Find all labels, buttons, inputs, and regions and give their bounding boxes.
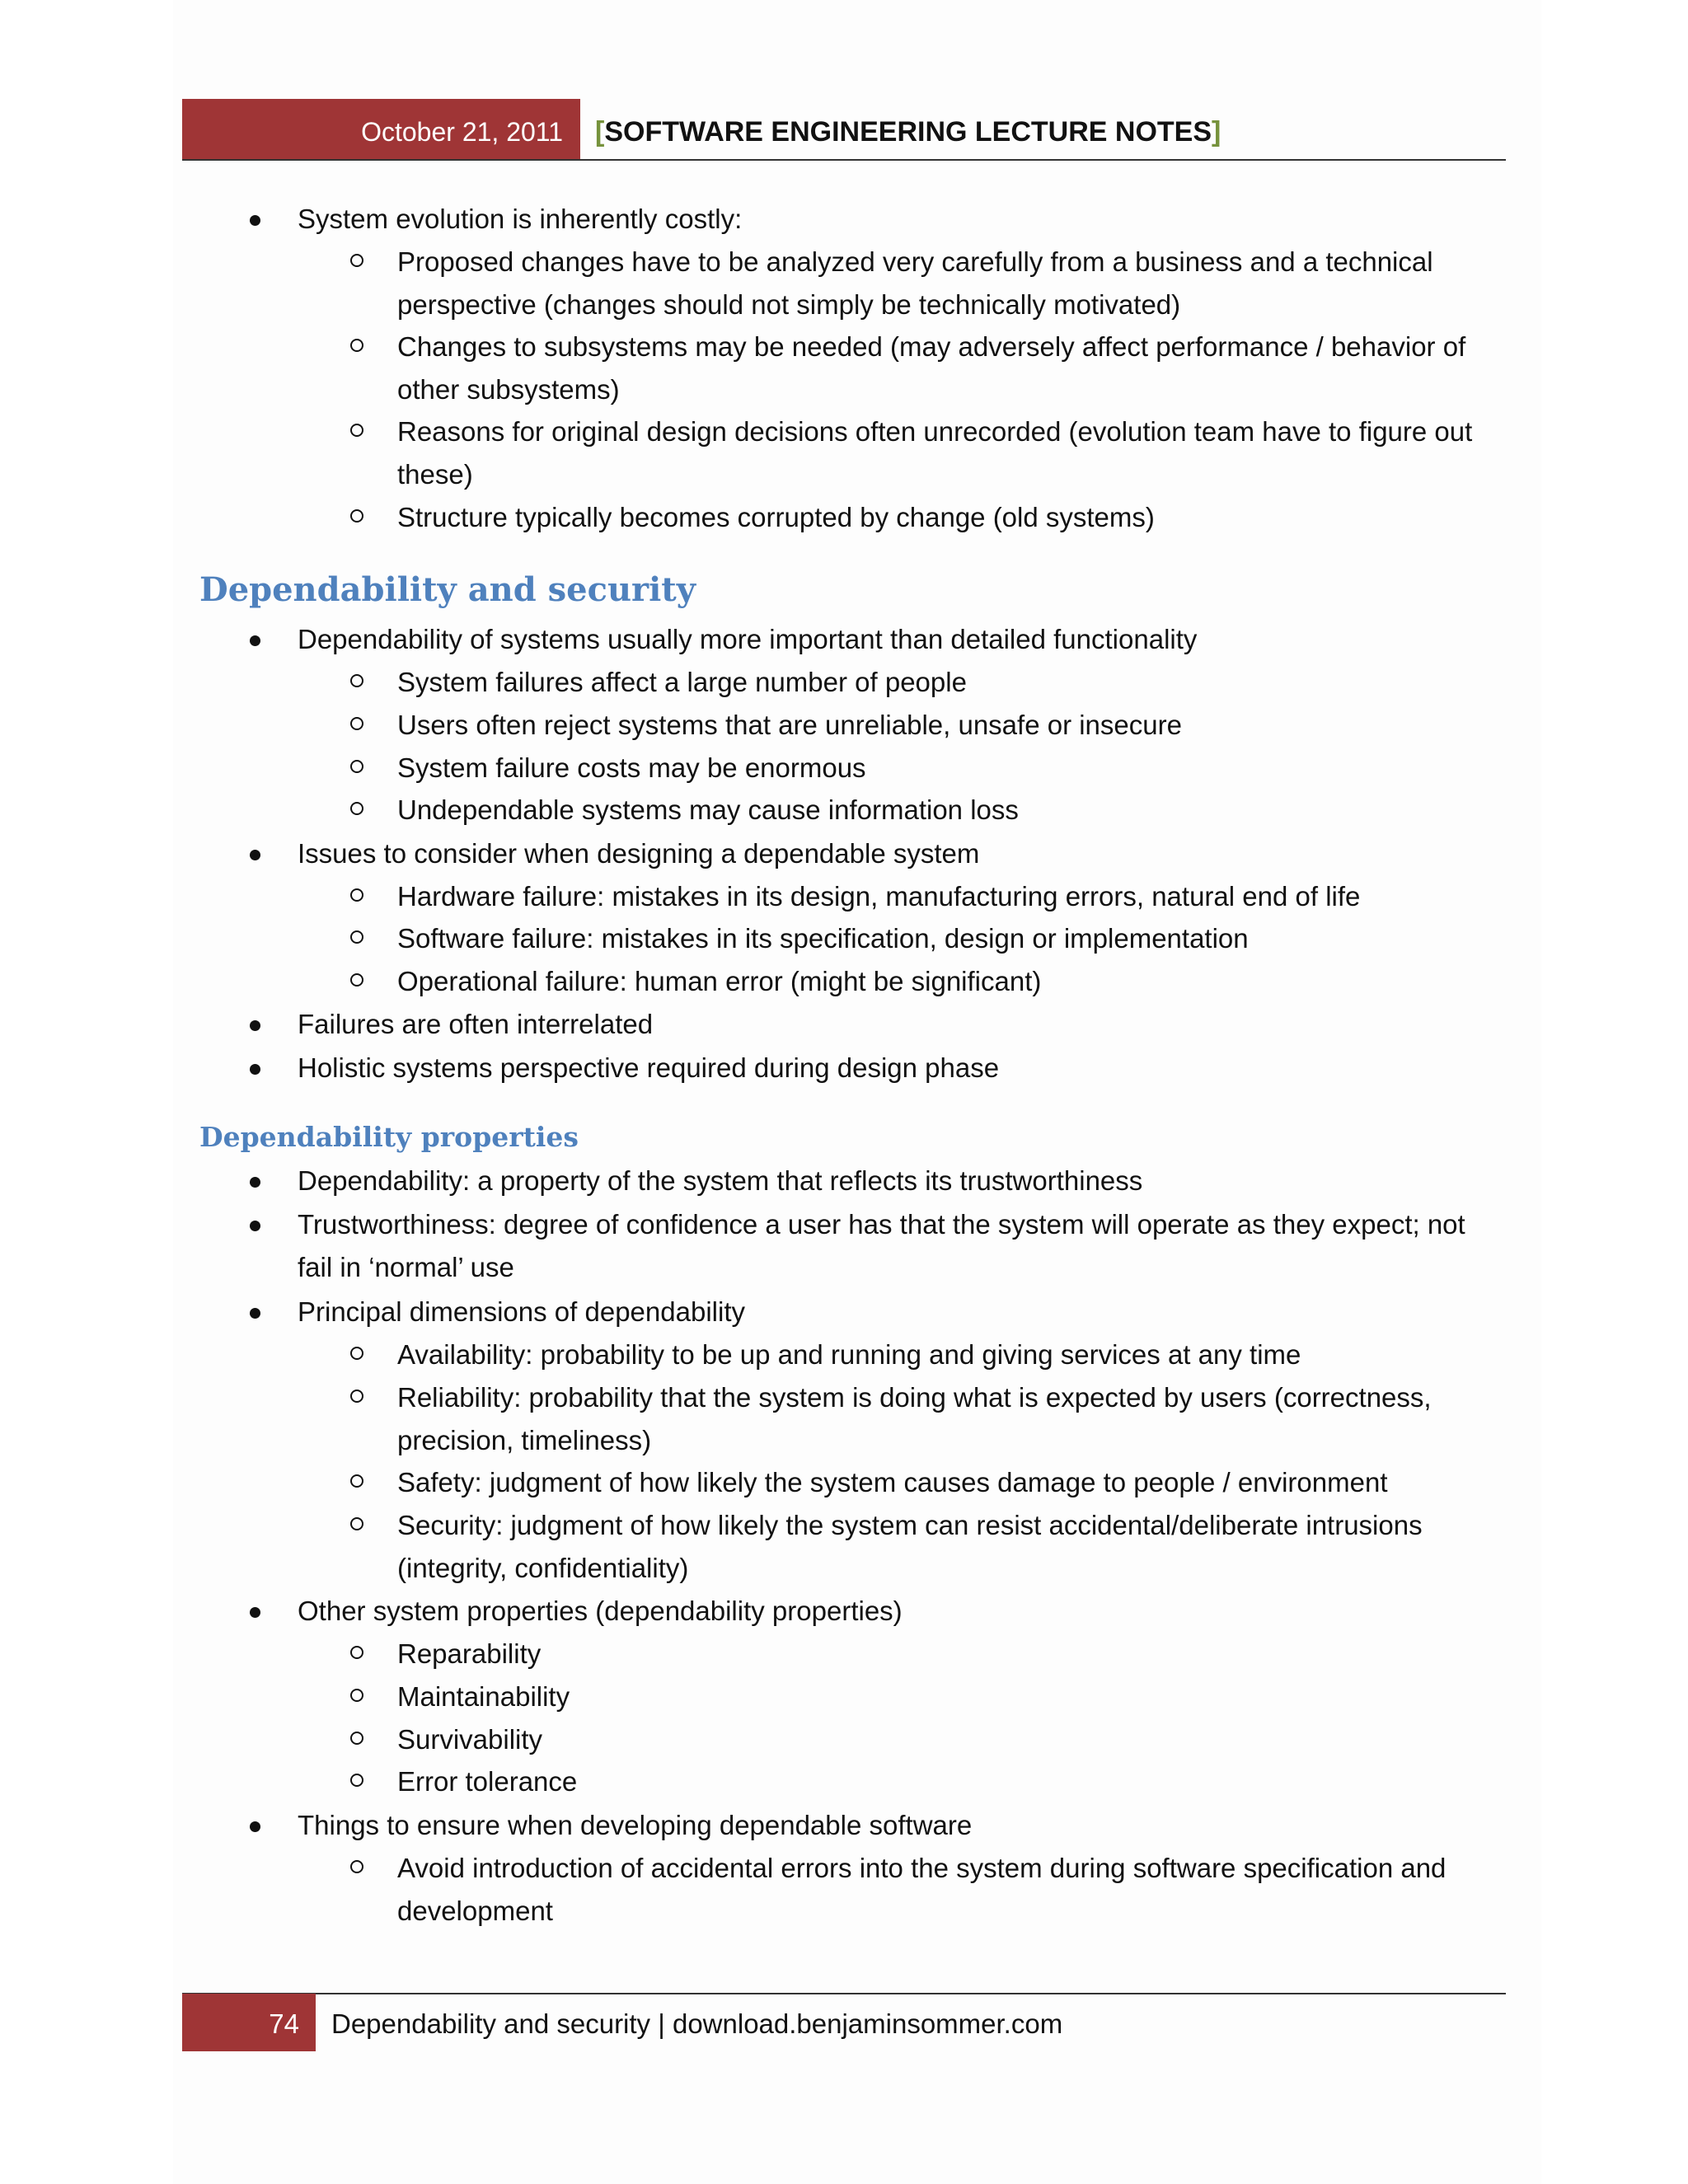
sub-bullet-item [397, 410, 1502, 496]
bullet-circle-icon [350, 930, 363, 944]
bullet-circle-icon [350, 674, 363, 687]
sub-bullet-item [397, 704, 1502, 747]
bullet-dot-icon [250, 1221, 260, 1231]
bullet-circle-icon [350, 1646, 363, 1659]
sub-bullet-item [397, 1718, 1502, 1761]
bullet-text: Dependability of systems usually more important than detailed functionality [298, 624, 1198, 654]
sub-bullet-item [397, 789, 1502, 832]
bullet-circle-icon [350, 1689, 363, 1702]
sub-bullet-text: Reliability: probability that the system is doing what is expected by users (correctness, precision, timeliness) [397, 1382, 1432, 1455]
bullet-dot-icon [250, 1020, 260, 1031]
sub-bullet-text: Avoid introduction of accidental errors into the system during software specification and development [397, 1853, 1447, 1926]
bullet-dot-icon [250, 635, 260, 646]
bullet-circle-icon [350, 1517, 363, 1530]
sub-bullet-text: Hardware failure: mistakes in its design, manufacturing errors, natural end of life [397, 881, 1361, 912]
bullet-text: Things to ensure when developing dependable software [298, 1810, 973, 1840]
section-heading: Dependability and security [199, 570, 696, 609]
bullet-text: Principal dimensions of dependability [298, 1296, 745, 1327]
bullet-item [298, 1590, 1501, 1633]
header-bracket-open: [ [595, 116, 605, 148]
sub-bullet-text: Structure typically becomes corrupted by change (old systems) [397, 502, 1155, 532]
header-title-line [595, 99, 1221, 160]
bullet-text: Holistic systems perspective required during design phase [298, 1052, 1000, 1083]
bullet-item [298, 1203, 1501, 1289]
bullet-text: Trustworthiness: degree of confidence a user has that the system will operate as they expect; not fail in ‘normal’ use [298, 1209, 1465, 1282]
sub-bullet-item [397, 875, 1502, 918]
sub-bullet-text: Reparability [397, 1638, 542, 1669]
sub-bullet-text: System failures affect a large number of people [397, 667, 967, 697]
header-rule [182, 159, 1506, 161]
bullet-item [298, 618, 1501, 661]
sub-bullet-text: Operational failure: human error (might be significant) [397, 966, 1042, 996]
sub-bullet-item [397, 1461, 1502, 1504]
sub-bullet-item [397, 1633, 1502, 1675]
sub-bullet-item [397, 496, 1502, 539]
sub-bullet-text: Safety: judgment of how likely the system causes damage to people / environment [397, 1467, 1388, 1497]
sub-bullet-text: Survivability [397, 1724, 543, 1755]
header-date: October 21, 2011 [361, 117, 563, 147]
sub-bullet-item [397, 1760, 1502, 1803]
sub-bullet-item [397, 326, 1502, 411]
bullet-item [298, 1047, 1501, 1090]
sub-bullet-item [397, 1333, 1502, 1376]
bullet-item [298, 1160, 1501, 1202]
bullet-circle-icon [350, 717, 363, 730]
sub-bullet-text: Changes to subsystems may be needed (may adversely affect performance / behavior of other subsystems) [397, 331, 1466, 405]
bullet-circle-icon [350, 509, 363, 523]
bullet-item [298, 1003, 1501, 1046]
bullet-text: Dependability: a property of the system that reflects its trustworthiness [298, 1165, 1143, 1196]
sub-bullet-item [397, 960, 1502, 1003]
bullet-dot-icon [250, 850, 260, 860]
sub-bullet-text: System failure costs may be enormous [397, 752, 866, 783]
bullet-item [298, 832, 1501, 875]
header-title: SOFTWARE ENGINEERING LECTURE NOTES [604, 116, 1212, 148]
header-bracket-close: ] [1212, 116, 1221, 148]
bullet-circle-icon [350, 888, 363, 902]
sub-bullet-item [397, 747, 1502, 790]
bullet-circle-icon [350, 1390, 363, 1403]
bullet-item [298, 1804, 1501, 1847]
sub-bullet-text: Security: judgment of how likely the system can resist accidental/deliberate intrusions (integrity, confidentiality) [397, 1510, 1423, 1583]
sub-bullet-text: Availability: probability to be up and running and giving services at any time [397, 1339, 1301, 1370]
sub-bullet-item [397, 661, 1502, 704]
bullet-item [298, 1291, 1501, 1333]
bullet-circle-icon [350, 760, 363, 773]
bullet-text: Other system properties (dependability properties) [298, 1596, 903, 1626]
bullet-dot-icon [250, 1064, 260, 1075]
sub-bullet-item [397, 1675, 1502, 1718]
bullet-text: System evolution is inherently costly: [298, 204, 743, 234]
sub-bullet-item [397, 1504, 1502, 1590]
bullet-circle-icon [350, 973, 363, 987]
subsection-heading: Dependability properties [199, 1121, 579, 1153]
bullet-circle-icon [350, 339, 363, 352]
bullet-circle-icon [350, 424, 363, 437]
sub-bullet-text: Users often reject systems that are unreliable, unsafe or insecure [397, 710, 1182, 740]
bullet-circle-icon [350, 1347, 363, 1360]
bullet-circle-icon [350, 802, 363, 815]
sub-bullet-item [397, 1847, 1502, 1933]
sub-bullet-text: Maintainability [397, 1681, 570, 1712]
sub-bullet-text: Undependable systems may cause information loss [397, 794, 1019, 825]
bullet-circle-icon [350, 254, 363, 267]
sub-bullet-text: Software failure: mistakes in its specification, design or implementation [397, 923, 1249, 954]
bullet-text: Failures are often interrelated [298, 1009, 654, 1039]
bullet-dot-icon [250, 1821, 260, 1832]
sub-bullet-text: Error tolerance [397, 1766, 578, 1797]
sub-bullet-item [397, 1376, 1502, 1462]
footer-text: Dependability and security | download.benjaminsommer.com [331, 2008, 1063, 2039]
bullet-circle-icon [350, 1732, 363, 1745]
sub-bullet-item [397, 917, 1502, 960]
bullet-item [298, 198, 1501, 241]
bullet-circle-icon [350, 1774, 363, 1787]
bullet-dot-icon [250, 1607, 260, 1618]
sub-bullet-text: Reasons for original design decisions often unrecorded (evolution team have to figure out these) [397, 416, 1473, 490]
bullet-dot-icon [250, 1308, 260, 1319]
page-number: 74 [182, 1994, 316, 2051]
bullet-dot-icon [250, 1177, 260, 1188]
sub-bullet-item [397, 241, 1502, 326]
bullet-text: Issues to consider when designing a dependable system [298, 838, 980, 869]
bullet-circle-icon [350, 1860, 363, 1873]
bullet-dot-icon [250, 215, 260, 226]
bullet-circle-icon [350, 1474, 363, 1488]
sub-bullet-text: Proposed changes have to be analyzed very carefully from a business and a technical perspective (changes should not simply be technically motivated) [397, 246, 1433, 320]
